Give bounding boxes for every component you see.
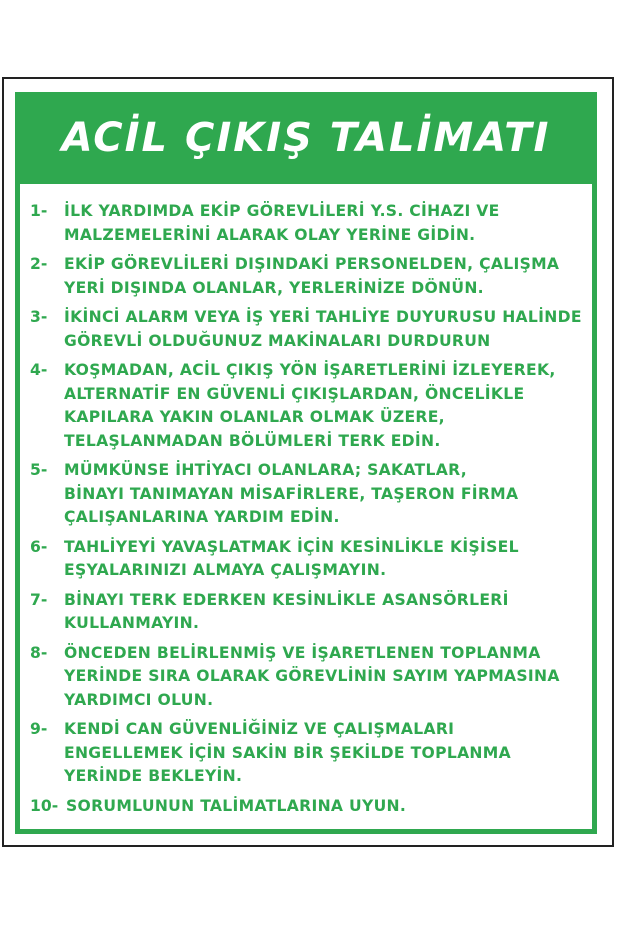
item-text xyxy=(64,718,590,789)
instruction-list xyxy=(30,200,590,818)
item-number: 1- xyxy=(30,202,48,220)
item-line: TAHLİYEYİ YAVAŞLATMAK İÇİN KESİNLİKLE KİŞİSEL xyxy=(64,537,519,556)
item-line: KULLANMAYIN. xyxy=(64,614,200,632)
sign-title: ACİL ÇIKIŞ TALİMATI xyxy=(61,115,551,161)
item-text xyxy=(64,589,590,636)
item-line: BİNAYI TANIMAYAN MİSAFİRLERE, TAŞERON FİRMA xyxy=(64,484,519,503)
item-line: YERİNDE BEKLEYİN. xyxy=(64,767,243,785)
item-line: ENGELLEMEK İÇİN SAKİN BİR ŞEKİLDE TOPLANMA xyxy=(64,743,511,762)
item-line: YERİNDE SIRA OLARAK GÖREVLİNİN SAYIM YAPMASINA xyxy=(64,667,560,685)
item-number: 2- xyxy=(30,255,48,273)
title-banner xyxy=(15,92,597,184)
item-text xyxy=(64,253,590,300)
item-line: ÖNCEDEN BELİRLENMİŞ VE İŞARETLENEN TOPLANMA xyxy=(64,643,541,662)
item-number: 7- xyxy=(30,590,48,609)
list-item xyxy=(30,306,590,353)
item-number: 6- xyxy=(30,537,48,556)
item-line: MÜMKÜNSE İHTİYACI OLANLARA; SAKATLAR, xyxy=(64,461,467,479)
item-text xyxy=(64,642,590,713)
item-text xyxy=(64,306,590,353)
item-text xyxy=(64,536,590,583)
item-number: 4- xyxy=(30,361,48,379)
list-item xyxy=(30,359,590,453)
item-text xyxy=(66,795,590,819)
item-line: TELAŞLANMADAN BÖLÜMLERİ TERK EDİN. xyxy=(64,431,441,450)
item-line: KOŞMADAN, ACİL ÇIKIŞ YÖN İŞARETLERİNİ İZLEYEREK, xyxy=(64,361,556,379)
item-line: ALTERNATİF EN GÜVENLİ ÇIKIŞLARDAN, ÖNCELİKLE xyxy=(64,384,525,403)
list-item xyxy=(30,253,590,300)
item-number: 5- xyxy=(30,461,48,479)
item-line: BİNAYI TERK EDERKEN KESİNLİKLE ASANSÖRLERİ xyxy=(64,590,509,609)
list-item xyxy=(30,200,590,247)
list-item xyxy=(30,795,590,819)
list-item xyxy=(30,459,590,530)
item-number: 10- xyxy=(30,796,59,815)
item-text xyxy=(64,459,590,530)
item-line: ÇALIŞANLARINA YARDIM EDİN. xyxy=(64,508,340,526)
list-item xyxy=(30,536,590,583)
list-item xyxy=(30,589,590,636)
item-number: 9- xyxy=(30,720,48,738)
item-text xyxy=(64,359,590,453)
item-line: EKİP GÖREVLİLERİ DIŞINDAKİ PERSONELDEN, ÇALIŞMA xyxy=(64,255,560,273)
item-line: İKİNCİ ALARM VEYA İŞ YERİ TAHLİYE DUYURUSU HALİNDE xyxy=(64,308,582,326)
item-line: KAPILARA YAKIN OLANLAR OLMAK ÜZERE, xyxy=(64,408,445,426)
item-line: YARDIMCI OLUN. xyxy=(64,690,214,709)
item-number: 3- xyxy=(30,308,48,326)
item-line: YERİ DIŞINDA OLANLAR, YERLERİNİZE DÖNÜN. xyxy=(64,278,484,297)
list-item xyxy=(30,642,590,713)
item-text xyxy=(64,200,590,247)
item-line: MALZEMELERİNİ ALARAK OLAY YERİNE GİDİN. xyxy=(64,225,476,244)
item-line: KENDİ CAN GÜVENLİĞİNİZ VE ÇALIŞMALARI xyxy=(64,720,455,738)
item-line: EŞYALARINIZI ALMAYA ÇALIŞMAYIN. xyxy=(64,561,387,579)
list-item xyxy=(30,718,590,789)
item-line: SORUMLUNUN TALİMATLARINA UYUN. xyxy=(66,796,407,815)
item-number: 8- xyxy=(30,643,48,662)
item-line: GÖREVLİ OLDUĞUNUZ MAKİNALARI DURDURUN xyxy=(64,331,491,350)
item-line: İLK YARDIMDA EKİP GÖREVLİLERİ Y.S. CİHAZI VE xyxy=(64,202,500,220)
